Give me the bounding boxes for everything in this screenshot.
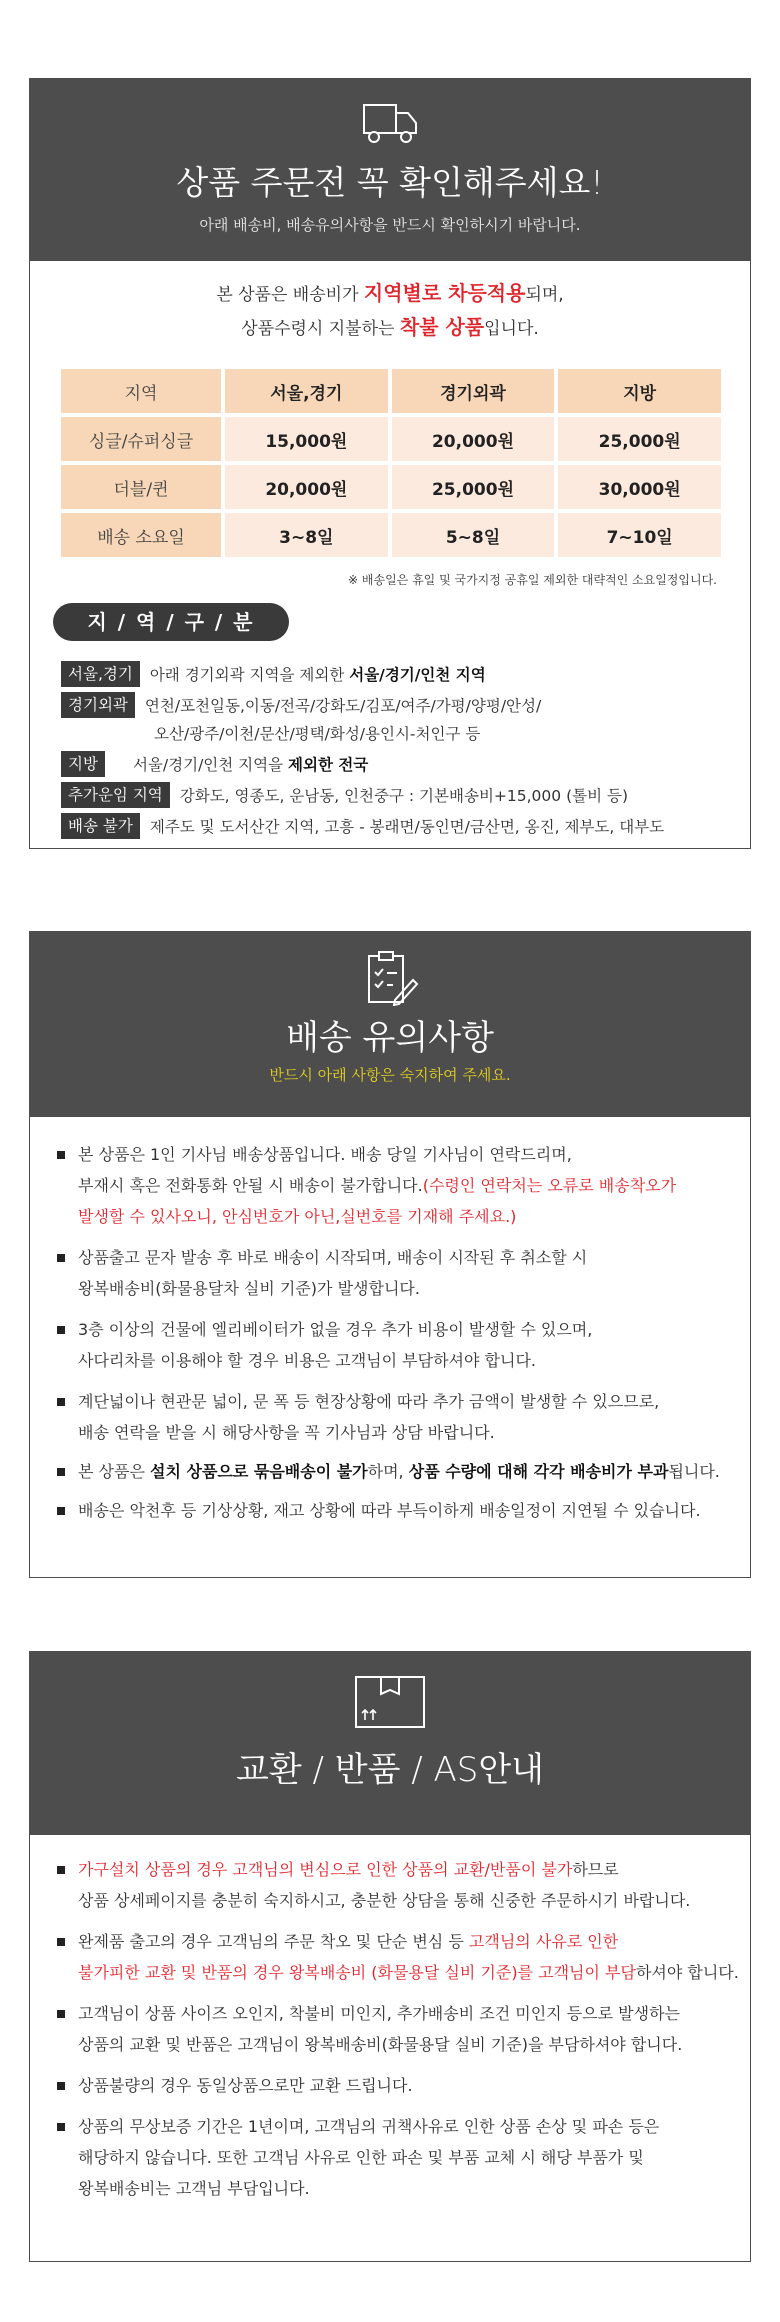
clipboard-icon xyxy=(361,950,419,1010)
page-subtitle: 아래 배송비, 배송유의사항을 반드시 확인하시기 바랍니다. xyxy=(199,216,581,234)
list-item: 완제품 출고의 경우 고객님의 주문 착오 및 단순 변심 등 고객님의 사유로 인한 불가피한 교환 및 반품의 경우 왕복배송비 (화물용달 실비 기준)를 고객님이 부담하셔야 합니다. xyxy=(30,1926,750,1988)
table-cell: 30,000원 xyxy=(554,461,721,509)
table-header-cell: 지방 xyxy=(554,369,721,413)
delivery-notice-panel xyxy=(29,931,751,1578)
notice-title: 배송 유의사항 xyxy=(286,1018,494,1058)
region-tag: 지방 xyxy=(61,751,105,777)
table-cell: 더블/퀸 xyxy=(61,461,221,509)
table-cell: 3~8일 xyxy=(221,509,388,557)
notice-subtitle: 반드시 아래 사항은 숙지하여 주세요. xyxy=(269,1066,511,1084)
region-row-cont: 오산/광주/이천/문산/평택/화성/용인시-처인구 등 xyxy=(154,725,481,743)
table-row xyxy=(61,509,721,557)
region-tag: 배송 불가 xyxy=(61,813,140,839)
region-tag: 추가운임 지역 xyxy=(61,782,170,808)
exchange-return-panel xyxy=(29,1651,751,2262)
shipping-fee-panel xyxy=(29,78,751,849)
list-item: 상품출고 문자 발송 후 바로 배송이 시작되며, 배송이 시작된 후 취소할 시 왕복배송비(화물용달차 실비 기준)가 발생합니다. xyxy=(30,1242,750,1304)
list-item: 3층 이상의 건물에 엘리베이터가 없을 경우 추가 비용이 발생할 수 있으며, 사다리차를 이용해야 할 경우 비용은 고객님이 부담하셔야 합니다. xyxy=(30,1314,750,1376)
table-header-cell: 서울,경기 xyxy=(221,369,388,413)
shipping-header xyxy=(30,79,750,261)
truck-icon xyxy=(360,99,420,151)
table-cell: 20,000원 xyxy=(388,413,555,461)
list-item: 상품불량의 경우 동일상품으로만 교환 드립니다. xyxy=(30,2070,750,2101)
list-item: 가구설치 상품의 경우 고객님의 변심으로 인한 상품의 교환/반품이 불가하므로 상품 상세페이지를 충분히 숙지하시고, 충분한 상담을 통해 신중한 주문하시기 바랍니다. xyxy=(30,1854,750,1916)
box-icon xyxy=(353,1674,427,1734)
table-cell: 5~8일 xyxy=(388,509,555,557)
exchange-title: 교환 / 반품 / AS안내 xyxy=(235,1750,545,1790)
region-row: 추가운임 지역 강화도, 영종도, 운남동, 인천중구 : 기본배송비+15,000 (톨비 등) xyxy=(61,782,740,808)
table-cell: 20,000원 xyxy=(221,461,388,509)
table-cell: 7~10일 xyxy=(554,509,721,557)
region-row: 서울,경기 아래 경기외곽 지역을 제외한 서울/경기/인천 지역 xyxy=(61,661,740,687)
list-item: 본 상품은 설치 상품으로 묶음배송이 불가하며, 상품 수량에 대해 각각 배송비가 부과됩니다. xyxy=(30,1456,750,1487)
region-title: 지 / 역 / 구 / 분 xyxy=(53,603,289,641)
table-cell: 싱글/슈퍼싱글 xyxy=(61,413,221,461)
region-row: 배송 불가 제주도 및 도서산간 지역, 고흥 - 봉래면/동인면/금산면, 옹진, 제부도, 대부도 xyxy=(61,813,740,839)
table-row xyxy=(61,461,721,509)
list-item: 본 상품은 1인 기사님 배송상품입니다. 배송 당일 기사님이 연락드리며, 부재시 혹은 전화통화 안될 시 배송이 불가합니다.(수령인 연락처는 오류로 배송착오가 발생할 수 있사오니, 안심번호가 아닌,실번호를 기재해 주세요.) xyxy=(30,1139,750,1232)
list-item: 상품의 무상보증 기간은 1년이며, 고객님의 귀책사유로 인한 상품 손상 및 파손 등은 해당하지 않습니다. 또한 고객님 사유로 인한 파손 및 부품 교체 시 해당 부품가 및 왕복배송비는 고객님 부담입니다. xyxy=(30,2111,750,2204)
shipping-note: ※ 배송일은 휴일 및 국가지정 공휴일 제외한 대략적인 소요일정입니다. xyxy=(348,573,717,587)
table-cell: 배송 소요일 xyxy=(61,509,221,557)
notice-header xyxy=(30,932,750,1117)
shipping-intro: 본 상품은 배송비가 지역별로 차등적용되며, 상품수령시 지불하는 착불 상품입니다. xyxy=(216,281,564,339)
table-header-cell: 경기외곽 xyxy=(388,369,555,413)
region-tag: 경기외곽 xyxy=(61,692,135,718)
table-header-cell: 지역 xyxy=(61,369,221,413)
region-row: 경기외곽 연천/포천일동,이동/전곡/강화도/김포/여주/가평/양평/안성/ xyxy=(61,692,740,718)
table-cell: 15,000원 xyxy=(221,413,388,461)
table-row xyxy=(61,413,721,461)
region-tag: 서울,경기 xyxy=(61,661,140,687)
table-cell: 25,000원 xyxy=(554,413,721,461)
region-row: 지방 서울/경기/인천 지역을 제외한 전국 xyxy=(61,751,740,777)
exchange-list xyxy=(30,1854,750,2204)
list-item: 고객님이 상품 사이즈 오인지, 착불비 미인지, 추가배송비 조건 미인지 등으로 발생하는 상품의 교환 및 반품은 고객님이 왕복배송비(화물용달 실비 기준)을 부담하셔야 합니다. xyxy=(30,1998,750,2060)
list-item: 계단넓이나 현관문 넓이, 문 폭 등 현장상황에 따라 추가 금액이 발생할 수 있으므로, 배송 연락을 받을 시 해당사항을 꼭 기사님과 상담 바랍니다. xyxy=(30,1386,750,1448)
table-header-row xyxy=(61,369,721,413)
exchange-header xyxy=(30,1652,750,1835)
shipping-fee-table xyxy=(61,369,721,557)
page-title: 상품 주문전 꼭 확인해주세요! xyxy=(176,163,604,202)
table-cell: 25,000원 xyxy=(388,461,555,509)
list-item: 배송은 악천후 등 기상상황, 재고 상황에 따라 부득이하게 배송일정이 지연될 수 있습니다. xyxy=(30,1495,750,1526)
notice-list xyxy=(30,1139,750,1526)
